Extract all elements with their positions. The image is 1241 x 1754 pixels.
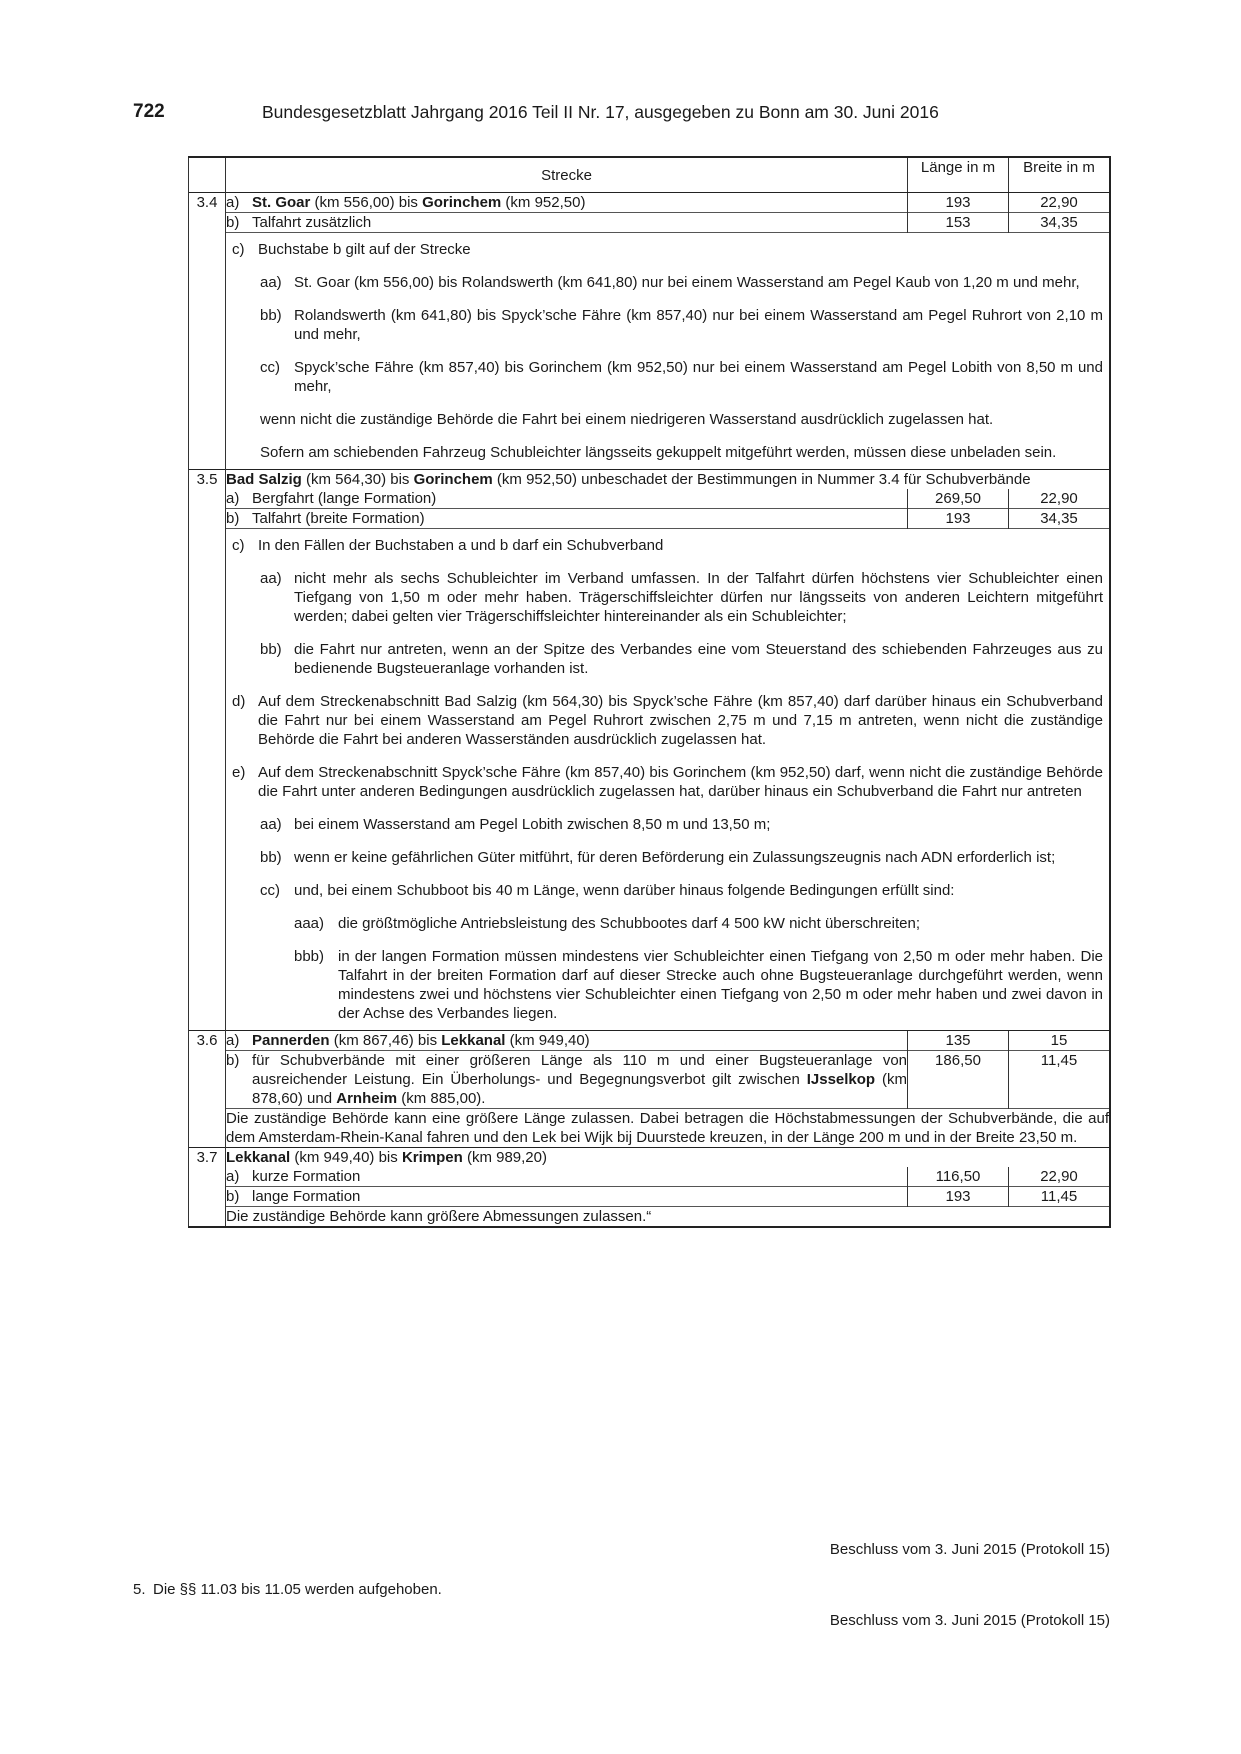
item-label: a) <box>226 1032 240 1049</box>
paragraph: wenn nicht die zuständige Behörde die Fahrt bei einem niedrigeren Wasserstand ausdrücklich zugelassen hat. <box>260 411 994 428</box>
item-label: aa) <box>260 570 282 587</box>
paragraph: In den Fällen der Buchstaben a und b darf ein Schubverband <box>258 537 664 554</box>
item-label: b) <box>226 510 240 527</box>
section-3-6 <box>189 1031 1111 1148</box>
paragraph: Rolandswerth (km 641,80) bis Spyck’sche Fähre (km 857,40) nur bei einem Wasserstand am Pegel Ruhrort von 2,10 m und mehr, <box>294 307 1103 343</box>
route-text: Talfahrt zusätzlich <box>252 214 372 231</box>
paragraph: Spyck’sche Fähre (km 857,40) bis Gorinchem (km 952,50) nur bei einem Wasserstand am Pegel Lobith von 8,50 m und mehr, <box>294 359 1103 395</box>
route-text: Bergfahrt (lange Formation) <box>252 490 437 507</box>
paragraph: nicht mehr als sechs Schubleichter im Verband umfassen. In der Talfahrt dürfen höchstens vier Schubleichter einen Tiefgang von 1,50 m oder mehr haben. Trägerschiffsleichter dürfen nur längsseits von anderen Leichtern mitgeführt werden; dabei gelten vier Trägerschiffsleichter hintereinander als ein Schubleichter; <box>294 570 1103 625</box>
route-text: kurze Formation <box>252 1168 361 1185</box>
width-value: 34,35 <box>1009 509 1110 529</box>
length-value: 135 <box>908 1031 1009 1051</box>
paragraph: wenn er keine gefährlichen Güter mitführt, für deren Beförderung ein Zulassungszeugnis nach ADN erforderlich ist; <box>294 849 1056 866</box>
length-value: 153 <box>908 213 1009 233</box>
item-label: bb) <box>260 849 282 866</box>
route-text: Pannerden (km 867,46) bis Lekkanal (km 949,40) <box>252 1032 590 1049</box>
width-value: 22,90 <box>1009 1167 1110 1187</box>
paragraph: die Fahrt nur antreten, wenn an der Spitze des Verbandes eine vom Steuerstand des schiebenden Fahrzeuges aus zu bedienende Bugsteueranlage vorhanden ist. <box>294 641 1103 677</box>
width-value: 15 <box>1009 1031 1110 1051</box>
paragraph: und, bei einem Schubboot bis 40 m Länge, wenn darüber hinaus folgende Bedingungen erfüllt sind: <box>294 882 955 899</box>
paragraph: bei einem Wasserstand am Pegel Lobith zwischen 8,50 m und 13,50 m; <box>294 816 771 833</box>
section-number: 3.7 <box>189 1148 226 1228</box>
item-label: aa) <box>260 274 282 291</box>
section-intro: Lekkanal (km 949,40) bis Krimpen (km 989,20) <box>226 1149 547 1166</box>
item-label: cc) <box>260 882 280 899</box>
section-note: Die zuständige Behörde kann größere Abmessungen zulassen.“ <box>226 1208 652 1225</box>
table-header <box>226 157 1111 193</box>
paragraph: die größtmögliche Antriebsleistung des Schubbootes darf 4 500 kW nicht überschreiten; <box>338 915 920 932</box>
length-value: 193 <box>908 1187 1009 1207</box>
item-label: d) <box>232 693 246 710</box>
page-number: 722 <box>133 101 165 122</box>
section-number: 3.6 <box>189 1031 226 1148</box>
resolution-note: Beschluss vom 3. Juni 2015 (Protokoll 15) <box>829 1541 1110 1558</box>
section-note: Die zuständige Behörde kann eine größere Länge zulassen. Dabei betragen die Höchstabmessungen der Schubverbände, die auf dem Amsterdam-Rhein-Kanal fahren und den Lek bei Wijk bij Duurstede kreuzen, in der Länge 200 m und in der Breite 23,50 m. <box>226 1110 1109 1146</box>
route-text: St. Goar (km 556,00) bis Gorinchem (km 952,50) <box>252 194 586 211</box>
width-value: 34,35 <box>1009 213 1110 233</box>
page-header: Bundesgesetzblatt Jahrgang 2016 Teil II Nr. 17, ausgegeben zu Bonn am 30. Juni 2016 <box>262 102 939 122</box>
regulation-table <box>188 156 1111 1228</box>
length-value: 193 <box>908 509 1009 529</box>
section-intro: Bad Salzig (km 564,30) bis Gorinchem (km 952,50) unbeschadet der Bestimmungen in Nummer 3.4 für Schubverbände <box>226 471 1031 488</box>
length-value: 116,50 <box>908 1167 1009 1187</box>
route-text: lange Formation <box>252 1188 361 1205</box>
width-value: 11,45 <box>1009 1051 1110 1109</box>
item-label: b) <box>226 1052 240 1069</box>
item-label: cc) <box>260 359 280 376</box>
item-label: bbb) <box>294 948 325 965</box>
header-breite: Breite in m <box>1009 158 1110 192</box>
width-value: 22,90 <box>1009 193 1110 213</box>
width-value: 22,90 <box>1009 489 1110 509</box>
section-number: 3.5 <box>189 470 226 1031</box>
paragraph: St. Goar (km 556,00) bis Rolandswerth (km 641,80) nur bei einem Wasserstand am Pegel Kaub von 1,20 m und mehr, <box>294 274 1080 291</box>
paragraph: Auf dem Streckenabschnitt Bad Salzig (km 564,30) bis Spyck’sche Fähre (km 857,40) darf darüber hinaus ein Schubverband die Fahrt nur bei einem Wasserstand am Pegel Ruhrort zwischen 2,75 m und 7,15 m antreten, wenn nicht die zuständige Behörde die Fahrt bei anderen Wasserständen ausdrücklich zugelassen hat. <box>258 693 1103 748</box>
paragraph: Sofern am schiebenden Fahrzeug Schubleichter längsseits gekuppelt mitgeführt werden, müssen diese unbeladen sein. <box>260 444 1057 461</box>
paragraph: Buchstabe b gilt auf der Strecke <box>258 241 471 258</box>
item-label: a) <box>226 194 240 211</box>
section-3-7 <box>189 1148 1111 1228</box>
header-laenge: Länge in m <box>908 158 1009 192</box>
route-text: Talfahrt (breite Formation) <box>252 510 425 527</box>
section-3-5 <box>189 470 1111 1031</box>
item-label: b) <box>226 1188 240 1205</box>
length-value: 193 <box>908 193 1009 213</box>
table-header-num <box>189 157 226 193</box>
item-label: c) <box>232 241 245 258</box>
item-label: e) <box>232 764 246 781</box>
paragraph: Auf dem Streckenabschnitt Spyck’sche Fähre (km 857,40) bis Gorinchem (km 952,50) darf, wenn nicht die zuständige Behörde die Fahrt unter anderen Bedingungen ausdrücklich zugelassen hat, darüber hinaus ein Schubverband die Fahrt nur antreten <box>258 764 1103 800</box>
paragraph: in der langen Formation müssen mindestens vier Schubleichter einen Tiefgang von 2,50 m oder mehr haben. Die Talfahrt in der breiten Formation darf auf dieser Strecke auch ohne Bugsteueranlage durchgeführt werden, wenn mindestens zwei und höchstens vier Schubleichter einen Tiefgang von 2,50 m oder mehr haben und zwei davon in der Achse des Verbandes liegen. <box>338 948 1103 1022</box>
length-value: 269,50 <box>908 489 1009 509</box>
route-text: für Schubverbände mit einer größeren Länge als 110 m und einer Bugsteueranlage von ausreichender Leistung. Ein Überholungs- und Begegnungsverbot gilt zwischen IJsselkop (km 878,60) und Arnheim (km 885,00). <box>252 1052 907 1107</box>
item-label: b) <box>226 214 240 231</box>
item-label: a) <box>226 490 240 507</box>
length-value: 186,50 <box>908 1051 1009 1109</box>
item-label: c) <box>232 537 245 554</box>
list-item-5: 5. Die §§ 11.03 bis 11.05 werden aufgehoben. <box>133 1581 442 1598</box>
section-3-4 <box>189 193 1111 470</box>
item-label: aaa) <box>294 915 325 932</box>
resolution-note: Beschluss vom 3. Juni 2015 (Protokoll 15) <box>829 1612 1110 1629</box>
width-value: 11,45 <box>1009 1187 1110 1207</box>
header-strecke: Strecke <box>541 167 592 184</box>
section-number: 3.4 <box>189 193 226 470</box>
item-label: bb) <box>260 641 282 658</box>
item-label: aa) <box>260 816 282 833</box>
item-label: a) <box>226 1168 240 1185</box>
item-label: bb) <box>260 307 282 324</box>
